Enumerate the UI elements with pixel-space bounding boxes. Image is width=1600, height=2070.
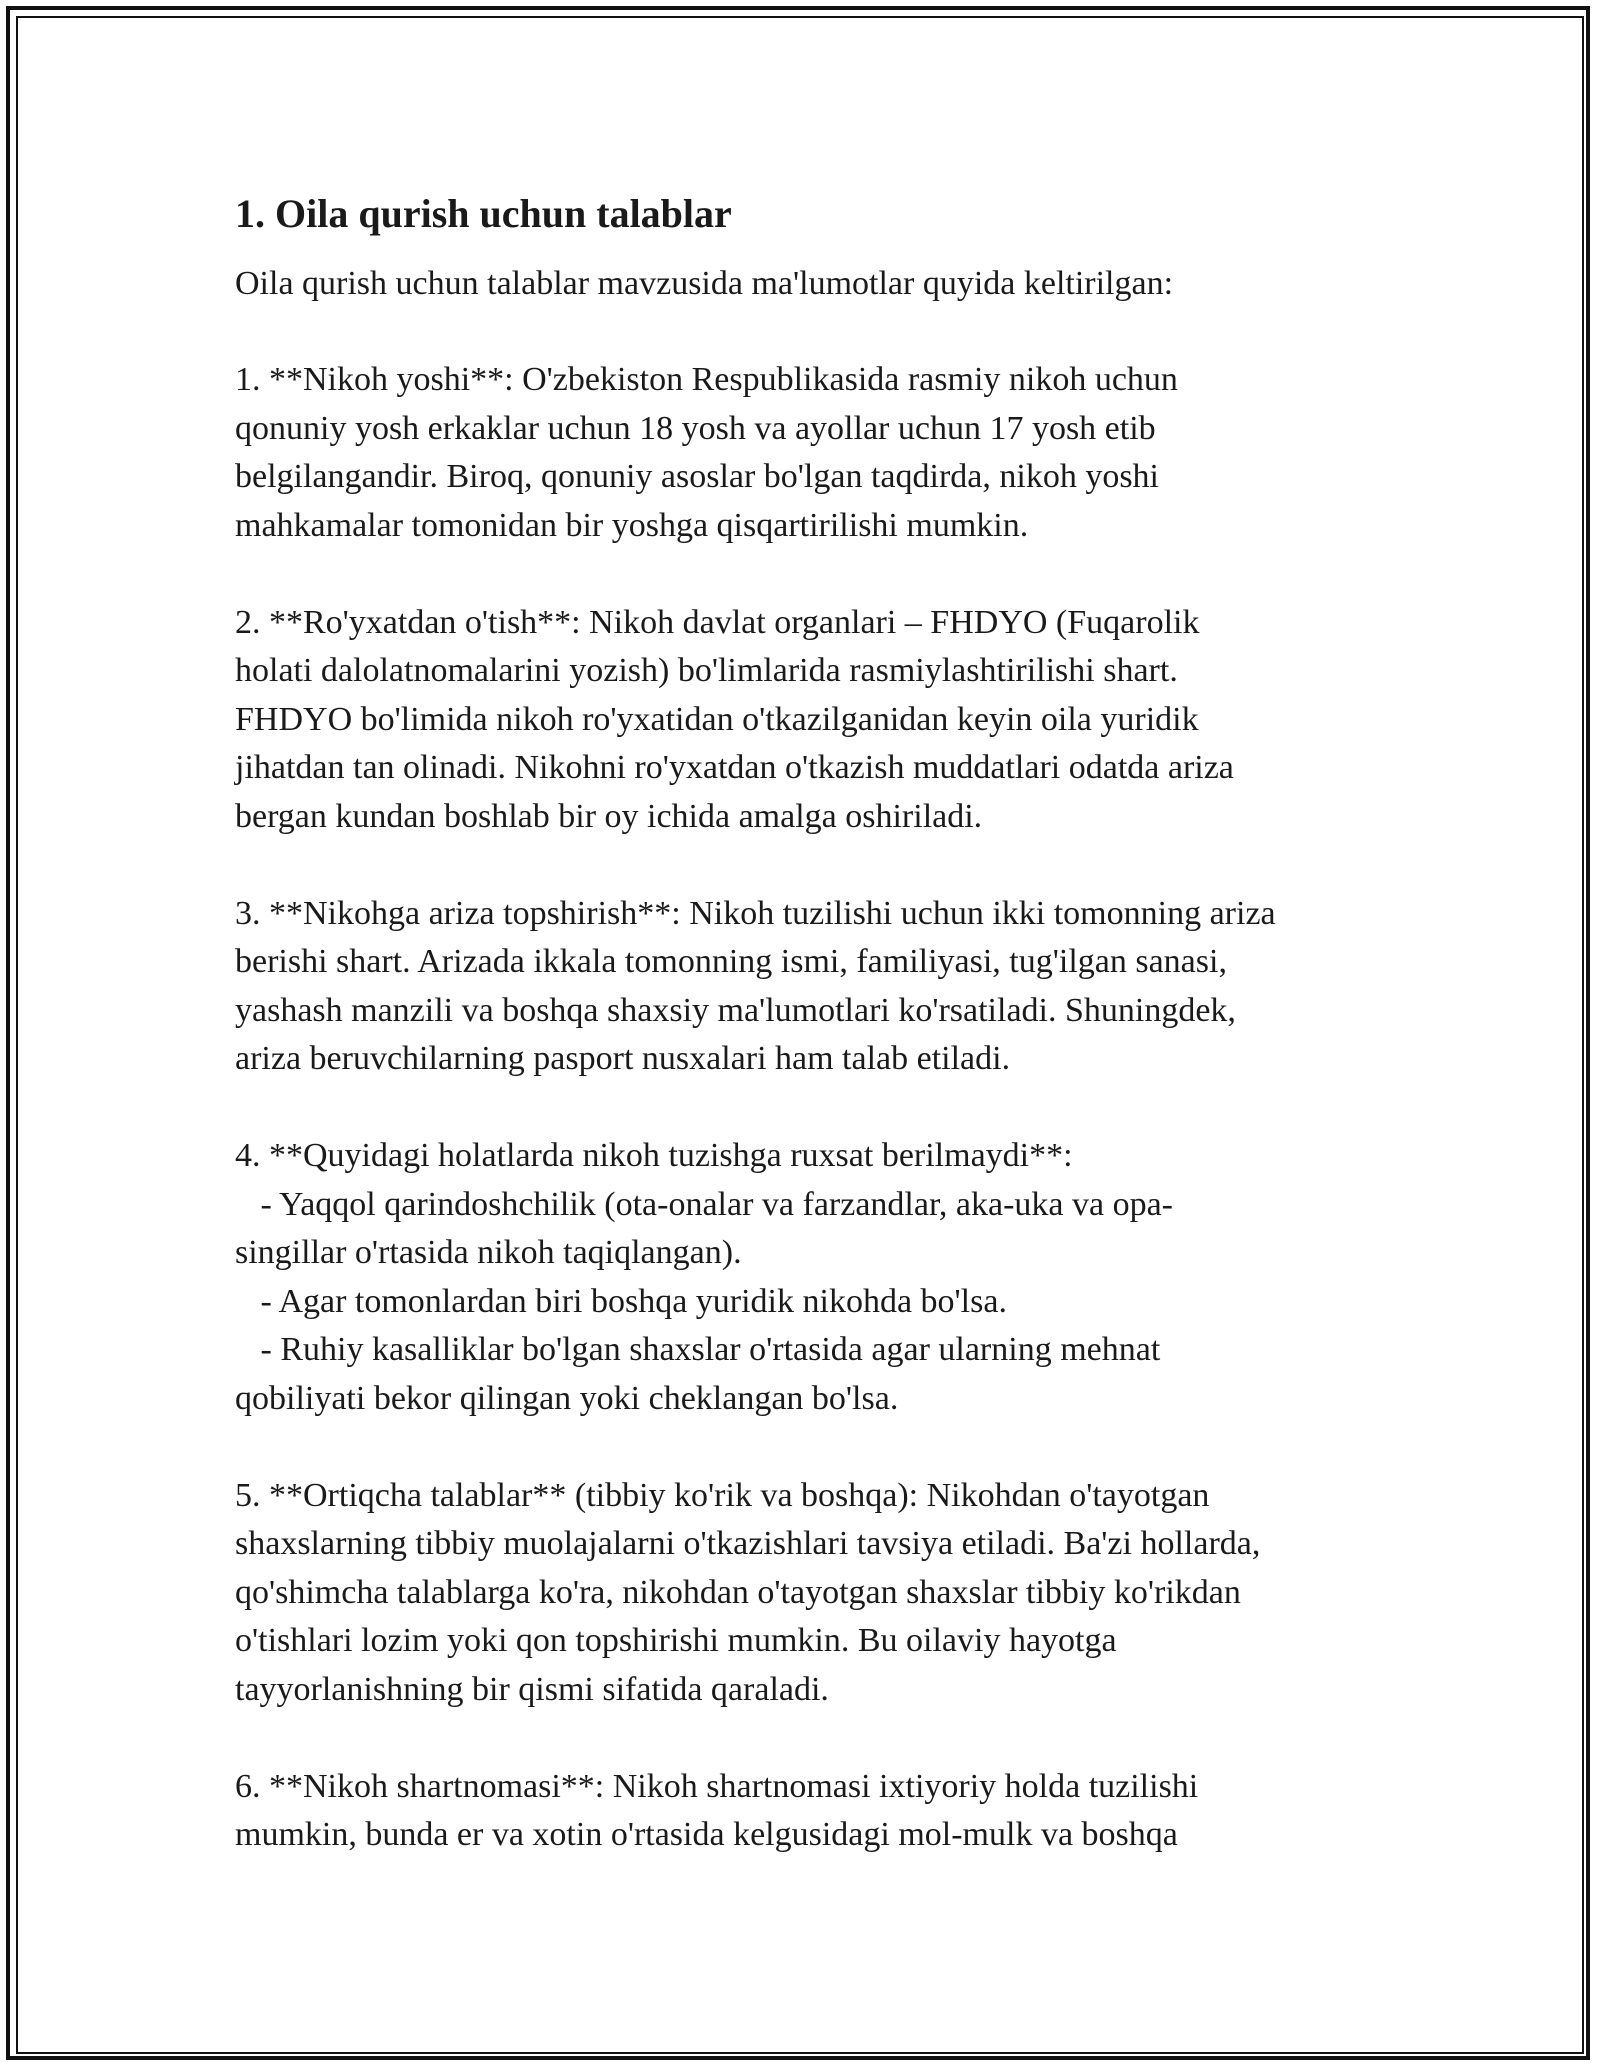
paragraph-line: FHDYO bo'limida nikoh ro'yxatidan o'tkazilganidan keyin oila yuridik [235,700,1199,738]
paragraph-line: o'tishlari lozim yoki qon topshirishi mumkin. Bu oilaviy hayotga [235,1622,1117,1659]
paragraph-line: yashash manzili va boshqa shaxsiy ma'lumotlari ko'rsatiladi. Shuningdek, [235,991,1236,1029]
paragraph-prohibitions [235,1132,1395,1423]
intro-paragraph: Oila qurish uchun talablar mavzusida ma'lumotlar quyida keltirilgan: [235,265,1174,302]
paragraph-line: - Yaqqol qarindoshchilik (ota-onalar va farzandlar, aka-uka va opa- [235,1185,1174,1223]
document-page [235,186,1395,1908]
paragraph-line: - Ruhiy kasalliklar bo'lgan shaxslar o'rtasida agar ularning mehnat [235,1331,1161,1368]
paragraph-line: 6. **Nikoh shartnomasi**: Nikoh shartnomasi ixtiyoriy holda tuzilishi [235,1767,1199,1805]
paragraph-line: jihatdan tan olinadi. Nikohni ro'yxatdan o'tkazish muddatlari odatda ariza [235,749,1234,786]
paragraph-registration [235,599,1395,842]
paragraph-line: 1. **Nikoh yoshi**: O'zbekiston Respublikasida rasmiy nikoh uchun [235,361,1178,398]
paragraph-line: - Agar tomonlardan biri boshqa yuridik nikohda bo'lsa. [235,1282,1007,1320]
paragraph-additional-requirements [235,1472,1395,1715]
paragraph-application [235,890,1395,1084]
paragraph-line: mumkin, bunda er va xotin o'rtasida kelgusidagi mol-mulk va boshqa [235,1816,1178,1853]
paragraph-line: belgilangandir. Biroq, qonuniy asoslar bo'lgan taqdirda, nikoh yoshi [235,458,1159,495]
paragraph-line: singillar o'rtasida nikoh taqiqlangan). [235,1234,742,1271]
paragraph-line: berishi shart. Arizada ikkala tomonning ismi, familiyasi, tug'ilgan sanasi, [235,943,1227,980]
paragraph-marriage-contract [235,1763,1395,1860]
paragraph-line: 5. **Ortiqcha talablar** (tibbiy ko'rik va boshqa): Nikohdan o'tayotgan [235,1476,1210,1514]
paragraph-line: bergan kundan boshlab bir oy ichida amalga oshiriladi. [235,797,983,835]
document-title: 1. Oila qurish uchun talablar [235,191,732,236]
paragraph-marriage-age [235,356,1395,550]
paragraph-line: qonuniy yosh erkaklar uchun 18 yosh va ayollar uchun 17 yosh etib [235,409,1156,447]
paragraph-line: ariza beruvchilarning pasport nusxalari ham talab etiladi. [235,1040,1011,1077]
paragraph-line: 3. **Nikohga ariza topshirish**: Nikoh tuzilishi uchun ikki tomonning ariza [235,894,1276,932]
paragraph-line: holati dalolatnomalarini yozish) bo'limlarida rasmiylashtirilishi shart. [235,652,1178,689]
paragraph-line: tayyorlanishning bir qismi sifatida qaraladi. [235,1670,829,1708]
paragraph-line: mahkamalar tomonidan bir yoshga qisqartirilishi mumkin. [235,506,1029,544]
paragraph-line: 2. **Ro'yxatdan o'tish**: Nikoh davlat organlari – FHDYO (Fuqarolik [235,603,1200,641]
paragraph-line: shaxslarning tibbiy muolajalarni o'tkazishlari tavsiya etiladi. Ba'zi hollarda, [235,1525,1261,1562]
paragraph-line: 4. **Quyidagi holatlarda nikoh tuzishga ruxsat berilmaydi**: [235,1137,1073,1174]
paragraph-line: qobiliyati bekor qilingan yoki cheklangan bo'lsa. [235,1379,899,1417]
paragraph-line: qo'shimcha talablarga ko'ra, nikohdan o'tayotgan shaxslar tibbiy ko'rikdan [235,1573,1241,1611]
